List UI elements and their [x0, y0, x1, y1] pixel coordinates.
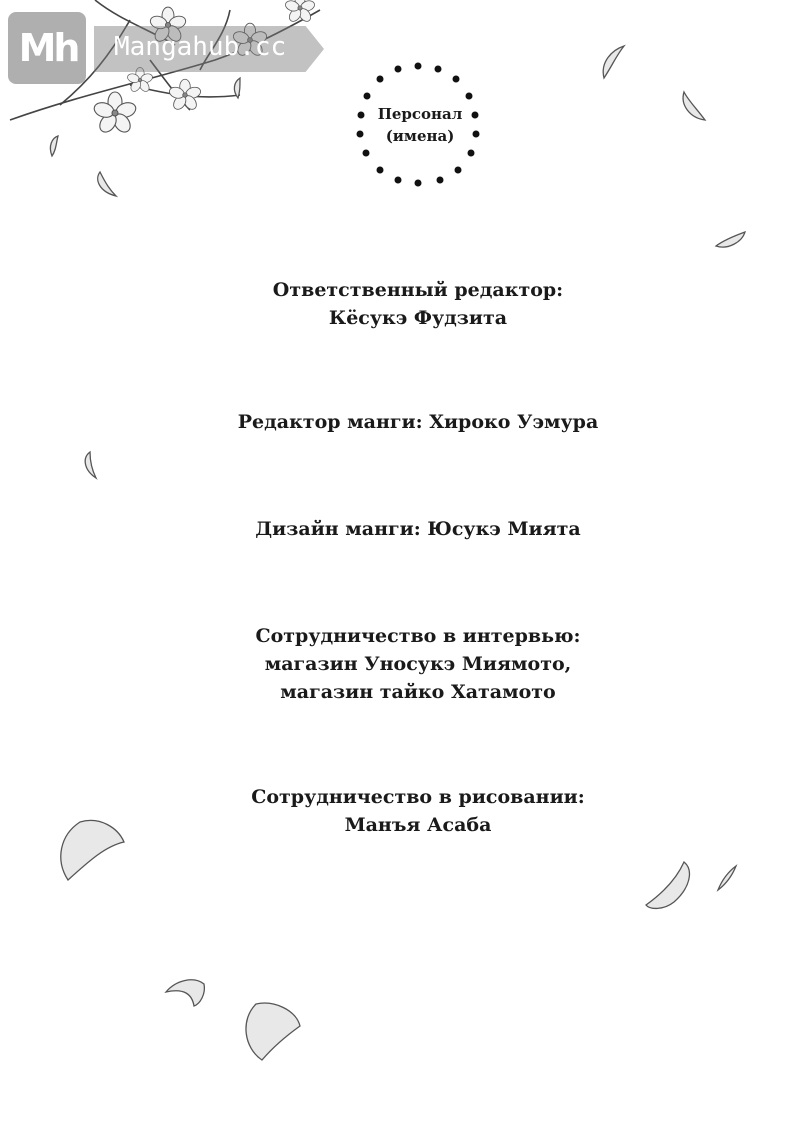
petal-icon	[166, 980, 204, 1006]
credit-name: магазин Уносукэ Миямото,	[264, 653, 572, 675]
credit-role: Редактор манги: Хироко Уэмура	[237, 411, 599, 433]
petal-icon	[50, 136, 58, 156]
petal-icon	[85, 452, 96, 478]
petal-icon	[98, 172, 116, 196]
credit-role: Сотрудничество в рисовании:	[251, 786, 585, 808]
credit-role: Ответственный редактор:	[272, 279, 564, 301]
petal-icon	[603, 46, 624, 78]
site-watermark	[8, 12, 338, 84]
petal-icon	[646, 862, 689, 908]
blossom-icon	[92, 92, 137, 135]
petal-icon	[716, 232, 745, 247]
petal-icon	[718, 866, 736, 890]
credit-block	[200, 515, 636, 543]
credit-name: Кёсукэ Фудзита	[328, 307, 508, 329]
petal-icon	[683, 92, 705, 120]
credit-name: магазин тайко Хатамото	[280, 681, 556, 703]
header-title: Персонал	[377, 105, 463, 123]
watermark-site-name: Mangahub.cc	[114, 32, 287, 62]
credit-block	[200, 783, 636, 839]
petal-icon	[61, 820, 124, 880]
watermark-logo: Mh	[18, 26, 78, 70]
credit-block	[200, 408, 636, 436]
petal-icon	[246, 1003, 300, 1060]
credit-name: Манъя Асаба	[344, 814, 492, 836]
credit-role: Сотрудничество в интервью:	[255, 625, 581, 647]
section-header	[350, 103, 490, 147]
credit-block	[200, 276, 636, 332]
blossom-icon	[168, 79, 202, 111]
credit-block	[200, 622, 636, 706]
credit-role: Дизайн манги: Юсукэ Мията	[255, 518, 581, 540]
header-subtitle: (имена)	[385, 127, 455, 145]
